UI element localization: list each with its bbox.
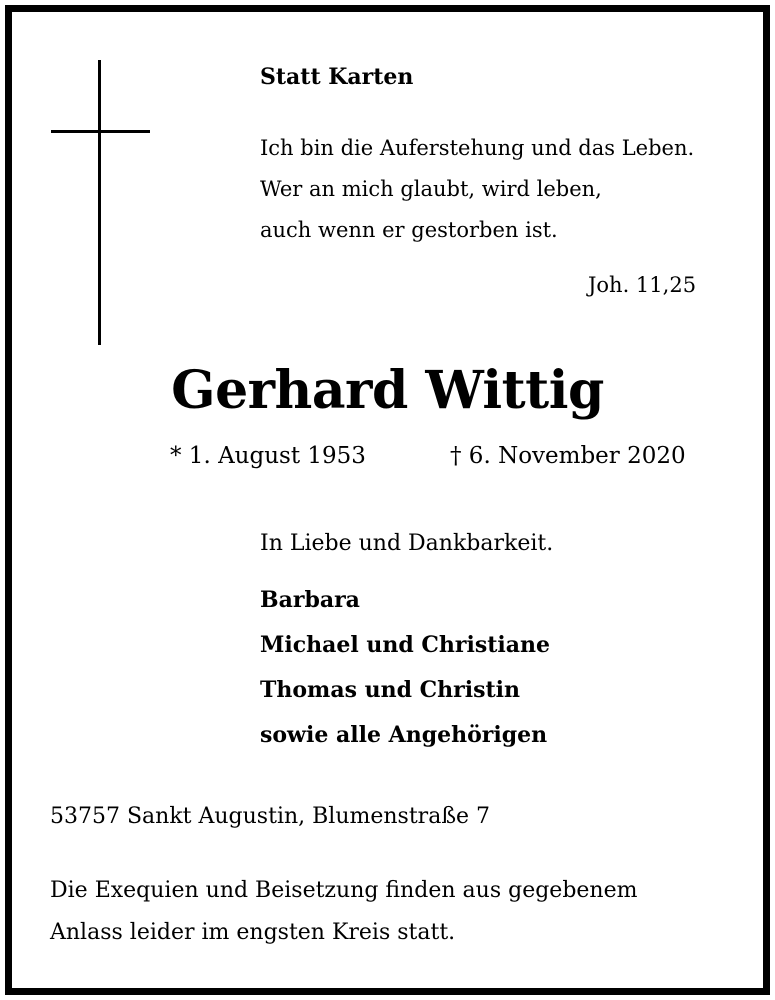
birth-date: * 1. August 1953: [170, 443, 366, 469]
bible-verse: [260, 128, 694, 251]
verse-line: Ich bin die Auferstehung und das Leben.: [260, 136, 695, 160]
family-address: 53757 Sankt Augustin, Blumenstraße 7: [50, 804, 491, 829]
notice-line: Anlass leider im engsten Kreis statt.: [50, 920, 456, 945]
mourner-name: Barbara: [260, 587, 360, 613]
mourners-list: [260, 578, 550, 758]
mourner-name: Michael und Christiane: [260, 632, 551, 658]
death-date: † 6. November 2020: [450, 443, 686, 469]
verse-line: Wer an mich glaubt, wird leben,: [260, 177, 602, 201]
mourner-name: Thomas und Christin: [260, 677, 521, 703]
deceased-name: Gerhard Wittig: [171, 360, 604, 421]
header-statt-karten: Statt Karten: [260, 64, 414, 90]
verse-line: auch wenn er gestorben ist.: [260, 218, 558, 242]
mourner-name: sowie alle Angehörigen: [260, 722, 548, 748]
cross-vertical-bar: [98, 60, 101, 345]
funeral-notice: [50, 870, 740, 954]
verse-reference: Joh. 11,25: [588, 273, 697, 297]
cross-horizontal-bar: [51, 130, 150, 133]
dedication-line: In Liebe und Dankbarkeit.: [260, 531, 554, 556]
notice-line: Die Exequien und Beisetzung finden aus gegebenem: [50, 878, 638, 903]
